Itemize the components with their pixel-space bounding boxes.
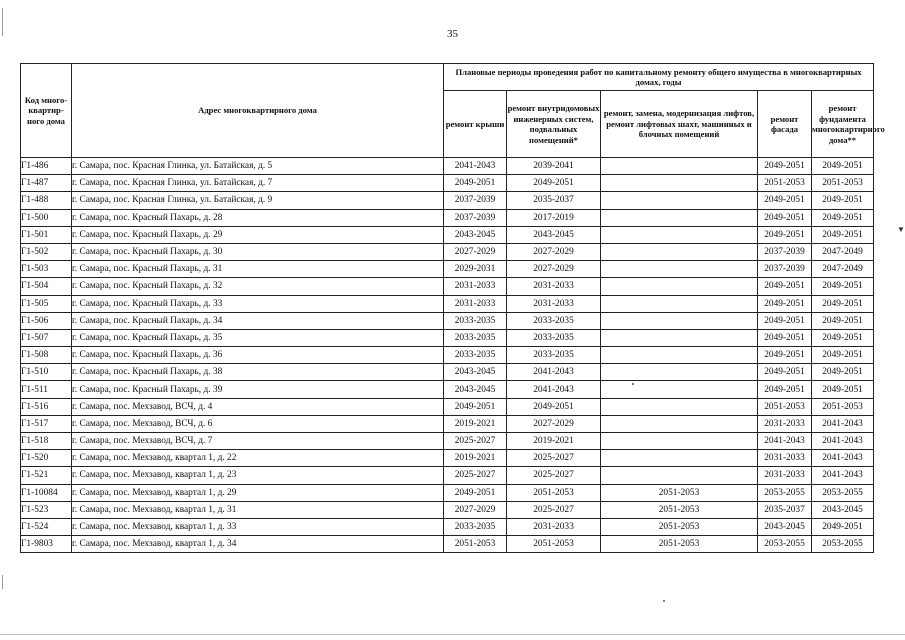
cell-roof: 2029-2031 bbox=[444, 261, 507, 278]
cell-elevators bbox=[601, 381, 758, 398]
cell-address: г. Самара, пос. Красная Глинка, ул. Батайская, д. 7 bbox=[72, 175, 444, 192]
cell-foundation: 2041-2043 bbox=[812, 433, 874, 450]
cell-engineering: 2025-2027 bbox=[507, 467, 601, 484]
cell-engineering: 2019-2021 bbox=[507, 433, 601, 450]
cell-foundation: 2049-2051 bbox=[812, 192, 874, 209]
cell-engineering: 2027-2029 bbox=[507, 415, 601, 432]
cell-foundation: 2053-2055 bbox=[812, 484, 874, 501]
cell-code: Г1-510 bbox=[21, 364, 72, 381]
cell-elevators bbox=[601, 347, 758, 364]
cell-elevators bbox=[601, 261, 758, 278]
cell-roof: 2049-2051 bbox=[444, 484, 507, 501]
cell-foundation: 2051-2053 bbox=[812, 175, 874, 192]
cell-roof: 2027-2029 bbox=[444, 243, 507, 260]
cell-facade: 2053-2055 bbox=[758, 536, 812, 553]
cell-roof: 2043-2045 bbox=[444, 364, 507, 381]
cell-roof: 2033-2035 bbox=[444, 312, 507, 329]
cell-facade: 2043-2045 bbox=[758, 518, 812, 535]
scan-margin-mark bbox=[2, 8, 3, 36]
cell-elevators bbox=[601, 209, 758, 226]
cell-elevators bbox=[601, 467, 758, 484]
cell-foundation: 2041-2043 bbox=[812, 450, 874, 467]
cell-code: Г1-506 bbox=[21, 312, 72, 329]
table-row bbox=[21, 312, 874, 329]
cell-foundation: 2043-2045 bbox=[812, 501, 874, 518]
cell-elevators bbox=[601, 226, 758, 243]
cell-engineering: 2035-2037 bbox=[507, 192, 601, 209]
cell-facade: 2049-2051 bbox=[758, 295, 812, 312]
cell-address: г. Самара, пос. Мехзавод, ВСЧ, д. 7 bbox=[72, 433, 444, 450]
cell-address: г. Самара, пос. Мехзавод, квартал 1, д. 29 bbox=[72, 484, 444, 501]
cell-code: Г1-524 bbox=[21, 518, 72, 535]
cell-facade: 2031-2033 bbox=[758, 415, 812, 432]
cell-elevators bbox=[601, 278, 758, 295]
cell-code: Г1-488 bbox=[21, 192, 72, 209]
cell-roof: 2027-2029 bbox=[444, 501, 507, 518]
cell-code: Г1-505 bbox=[21, 295, 72, 312]
cell-facade: 2037-2039 bbox=[758, 261, 812, 278]
cell-foundation: 2047-2049 bbox=[812, 261, 874, 278]
cell-roof: 2025-2027 bbox=[444, 433, 507, 450]
cell-elevators bbox=[601, 329, 758, 346]
cell-engineering: 2049-2051 bbox=[507, 398, 601, 415]
cell-elevators bbox=[601, 158, 758, 175]
cell-elevators bbox=[601, 450, 758, 467]
cell-elevators bbox=[601, 398, 758, 415]
cell-code: Г1-520 bbox=[21, 450, 72, 467]
cell-engineering: 2043-2045 bbox=[507, 226, 601, 243]
cell-code: Г1-487 bbox=[21, 175, 72, 192]
cell-roof: 2043-2045 bbox=[444, 226, 507, 243]
cell-engineering: 2033-2035 bbox=[507, 329, 601, 346]
cell-elevators bbox=[601, 243, 758, 260]
page-number: 35 bbox=[447, 28, 458, 40]
cell-roof: 2033-2035 bbox=[444, 347, 507, 364]
table-row bbox=[21, 347, 874, 364]
cell-roof: 2051-2053 bbox=[444, 536, 507, 553]
cell-elevators: 2051-2053 bbox=[601, 518, 758, 535]
cell-facade: 2049-2051 bbox=[758, 158, 812, 175]
cell-engineering: 2025-2027 bbox=[507, 501, 601, 518]
cell-facade: 2049-2051 bbox=[758, 209, 812, 226]
cell-code: Г1-507 bbox=[21, 329, 72, 346]
table-row bbox=[21, 243, 874, 260]
cell-foundation: 2049-2051 bbox=[812, 278, 874, 295]
table-row bbox=[21, 433, 874, 450]
cell-elevators: 2051-2053 bbox=[601, 484, 758, 501]
cell-engineering: 2017-2019 bbox=[507, 209, 601, 226]
table-row bbox=[21, 295, 874, 312]
cell-engineering: 2049-2051 bbox=[507, 175, 601, 192]
scan-margin-arrow: ▼ bbox=[897, 225, 905, 234]
cell-elevators: 2051-2053 bbox=[601, 536, 758, 553]
table-row bbox=[21, 209, 874, 226]
cell-address: г. Самара, пос. Мехзавод, квартал 1, д. 23 bbox=[72, 467, 444, 484]
cell-address: г. Самара, пос. Красный Пахарь, д. 33 bbox=[72, 295, 444, 312]
cell-code: Г1-10084 bbox=[21, 484, 72, 501]
table-row bbox=[21, 278, 874, 295]
cell-address: г. Самара, пос. Красный Пахарь, д. 38 bbox=[72, 364, 444, 381]
cell-address: г. Самара, пос. Красный Пахарь, д. 32 bbox=[72, 278, 444, 295]
cell-facade: 2049-2051 bbox=[758, 347, 812, 364]
cell-address: г. Самара, пос. Мехзавод, квартал 1, д. 31 bbox=[72, 501, 444, 518]
cell-address: г. Самара, пос. Красный Пахарь, д. 28 bbox=[72, 209, 444, 226]
cell-code: Г1-518 bbox=[21, 433, 72, 450]
cell-code: Г1-9803 bbox=[21, 536, 72, 553]
cell-foundation: 2051-2053 bbox=[812, 398, 874, 415]
cell-facade: 2049-2051 bbox=[758, 364, 812, 381]
table-row bbox=[21, 536, 874, 553]
cell-foundation: 2049-2051 bbox=[812, 329, 874, 346]
cell-roof: 2049-2051 bbox=[444, 175, 507, 192]
cell-roof: 2031-2033 bbox=[444, 295, 507, 312]
cell-roof: 2041-2043 bbox=[444, 158, 507, 175]
cell-engineering: 2041-2043 bbox=[507, 381, 601, 398]
table-row bbox=[21, 329, 874, 346]
cell-roof: 2037-2039 bbox=[444, 192, 507, 209]
cell-facade: 2051-2053 bbox=[758, 398, 812, 415]
cell-code: Г1-504 bbox=[21, 278, 72, 295]
table-row bbox=[21, 450, 874, 467]
cell-facade: 2051-2053 bbox=[758, 175, 812, 192]
cell-facade: 2049-2051 bbox=[758, 381, 812, 398]
cell-foundation: 2049-2051 bbox=[812, 381, 874, 398]
cell-address: г. Самара, пос. Мехзавод, квартал 1, д. 33 bbox=[72, 518, 444, 535]
header-code: Код много-квартир-ного дома bbox=[21, 64, 72, 158]
table-row bbox=[21, 381, 874, 398]
cell-code: Г1-521 bbox=[21, 467, 72, 484]
cell-address: г. Самара, пос. Мехзавод, ВСЧ, д. 6 bbox=[72, 415, 444, 432]
cell-foundation: 2049-2051 bbox=[812, 295, 874, 312]
header-roof: ремонт крыши bbox=[444, 91, 507, 158]
cell-elevators bbox=[601, 295, 758, 312]
header-facade: ремонт фасада bbox=[758, 91, 812, 158]
table-row bbox=[21, 467, 874, 484]
cell-engineering: 2039-2041 bbox=[507, 158, 601, 175]
cell-address: г. Самара, пос. Мехзавод, квартал 1, д. 34 bbox=[72, 536, 444, 553]
cell-elevators bbox=[601, 364, 758, 381]
cell-address: г. Самара, пос. Мехзавод, ВСЧ, д. 4 bbox=[72, 398, 444, 415]
cell-elevators bbox=[601, 312, 758, 329]
cell-address: г. Самара, пос. Красный Пахарь, д. 35 bbox=[72, 329, 444, 346]
cell-code: Г1-523 bbox=[21, 501, 72, 518]
header-planned-periods: Плановые периоды проведения работ по капитальному ремонту общего имущества в многоквартирных домах, годы bbox=[444, 64, 874, 91]
cell-code: Г1-502 bbox=[21, 243, 72, 260]
cell-address: г. Самара, пос. Красный Пахарь, д. 31 bbox=[72, 261, 444, 278]
cell-engineering: 2051-2053 bbox=[507, 536, 601, 553]
cell-foundation: 2041-2043 bbox=[812, 415, 874, 432]
cell-roof: 2043-2045 bbox=[444, 381, 507, 398]
header-row-group bbox=[21, 64, 874, 91]
table-row bbox=[21, 175, 874, 192]
cell-facade: 2041-2043 bbox=[758, 433, 812, 450]
cell-foundation: 2049-2051 bbox=[812, 226, 874, 243]
cell-facade: 2049-2051 bbox=[758, 329, 812, 346]
cell-foundation: 2041-2043 bbox=[812, 467, 874, 484]
cell-foundation: 2049-2051 bbox=[812, 158, 874, 175]
cell-foundation: 2053-2055 bbox=[812, 536, 874, 553]
cell-roof: 2033-2035 bbox=[444, 329, 507, 346]
cell-roof: 2019-2021 bbox=[444, 415, 507, 432]
cell-code: Г1-503 bbox=[21, 261, 72, 278]
cell-facade: 2049-2051 bbox=[758, 226, 812, 243]
header-foundation: ремонт фундамента многоквартирного дома** bbox=[812, 91, 874, 158]
cell-roof: 2031-2033 bbox=[444, 278, 507, 295]
cell-elevators bbox=[601, 175, 758, 192]
cell-foundation: 2049-2051 bbox=[812, 312, 874, 329]
table-row bbox=[21, 192, 874, 209]
table-row bbox=[21, 158, 874, 175]
cell-elevators bbox=[601, 192, 758, 209]
cell-facade: 2053-2055 bbox=[758, 484, 812, 501]
cell-engineering: 2027-2029 bbox=[507, 261, 601, 278]
cell-engineering: 2031-2033 bbox=[507, 278, 601, 295]
table-row bbox=[21, 261, 874, 278]
cell-engineering: 2041-2043 bbox=[507, 364, 601, 381]
cell-code: Г1-486 bbox=[21, 158, 72, 175]
capital-repair-schedule-table bbox=[20, 63, 885, 553]
table-row bbox=[21, 226, 874, 243]
cell-facade: 2049-2051 bbox=[758, 312, 812, 329]
scan-speck bbox=[663, 600, 665, 602]
cell-code: Г1-516 bbox=[21, 398, 72, 415]
cell-engineering: 2031-2033 bbox=[507, 518, 601, 535]
header-address: Адрес многоквартирного дома bbox=[72, 64, 444, 158]
cell-foundation: 2049-2051 bbox=[812, 209, 874, 226]
cell-foundation: 2047-2049 bbox=[812, 243, 874, 260]
cell-address: г. Самара, пос. Красная Глинка, ул. Батайская, д. 5 bbox=[72, 158, 444, 175]
cell-foundation: 2049-2051 bbox=[812, 347, 874, 364]
cell-roof: 2049-2051 bbox=[444, 398, 507, 415]
cell-address: г. Самара, пос. Красный Пахарь, д. 30 bbox=[72, 243, 444, 260]
table-row bbox=[21, 501, 874, 518]
cell-engineering: 2025-2027 bbox=[507, 450, 601, 467]
table-row bbox=[21, 415, 874, 432]
cell-code: Г1-501 bbox=[21, 226, 72, 243]
cell-engineering: 2031-2033 bbox=[507, 295, 601, 312]
cell-address: г. Самара, пос. Красный Пахарь, д. 36 bbox=[72, 347, 444, 364]
cell-facade: 2037-2039 bbox=[758, 243, 812, 260]
cell-elevators: 2051-2053 bbox=[601, 501, 758, 518]
cell-engineering: 2033-2035 bbox=[507, 347, 601, 364]
header-elevators: ремонт, замена, модернизация лифтов, ремонт лифтовых шахт, машинных и блочных помещений bbox=[601, 91, 758, 158]
cell-address: г. Самара, пос. Мехзавод, квартал 1, д. 22 bbox=[72, 450, 444, 467]
cell-elevators bbox=[601, 433, 758, 450]
cell-foundation: 2049-2051 bbox=[812, 364, 874, 381]
cell-facade: 2049-2051 bbox=[758, 278, 812, 295]
cell-facade: 2035-2037 bbox=[758, 501, 812, 518]
cell-foundation: 2049-2051 bbox=[812, 518, 874, 535]
cell-roof: 2019-2021 bbox=[444, 450, 507, 467]
table-row bbox=[21, 518, 874, 535]
cell-code: Г1-517 bbox=[21, 415, 72, 432]
cell-address: г. Самара, пос. Красный Пахарь, д. 39 bbox=[72, 381, 444, 398]
cell-engineering: 2033-2035 bbox=[507, 312, 601, 329]
cell-code: Г1-508 bbox=[21, 347, 72, 364]
cell-facade: 2031-2033 bbox=[758, 450, 812, 467]
cell-elevators bbox=[601, 415, 758, 432]
table-row bbox=[21, 398, 874, 415]
table-row bbox=[21, 364, 874, 381]
cell-engineering: 2027-2029 bbox=[507, 243, 601, 260]
cell-roof: 2033-2035 bbox=[444, 518, 507, 535]
cell-address: г. Самара, пос. Красная Глинка, ул. Батайская, д. 9 bbox=[72, 192, 444, 209]
cell-engineering: 2051-2053 bbox=[507, 484, 601, 501]
table-row bbox=[21, 484, 874, 501]
cell-facade: 2049-2051 bbox=[758, 192, 812, 209]
header-engineering: ремонт внутридомовых инженерных систем, подвальных помещений* bbox=[507, 91, 601, 158]
cell-address: г. Самара, пос. Красный Пахарь, д. 34 bbox=[72, 312, 444, 329]
scan-bottom-edge bbox=[0, 634, 905, 635]
cell-facade: 2031-2033 bbox=[758, 467, 812, 484]
cell-roof: 2037-2039 bbox=[444, 209, 507, 226]
cell-address: г. Самара, пос. Красный Пахарь, д. 29 bbox=[72, 226, 444, 243]
table-body bbox=[21, 158, 874, 553]
cell-code: Г1-511 bbox=[21, 381, 72, 398]
cell-roof: 2025-2027 bbox=[444, 467, 507, 484]
cell-code: Г1-500 bbox=[21, 209, 72, 226]
scan-margin-mark bbox=[2, 575, 3, 589]
